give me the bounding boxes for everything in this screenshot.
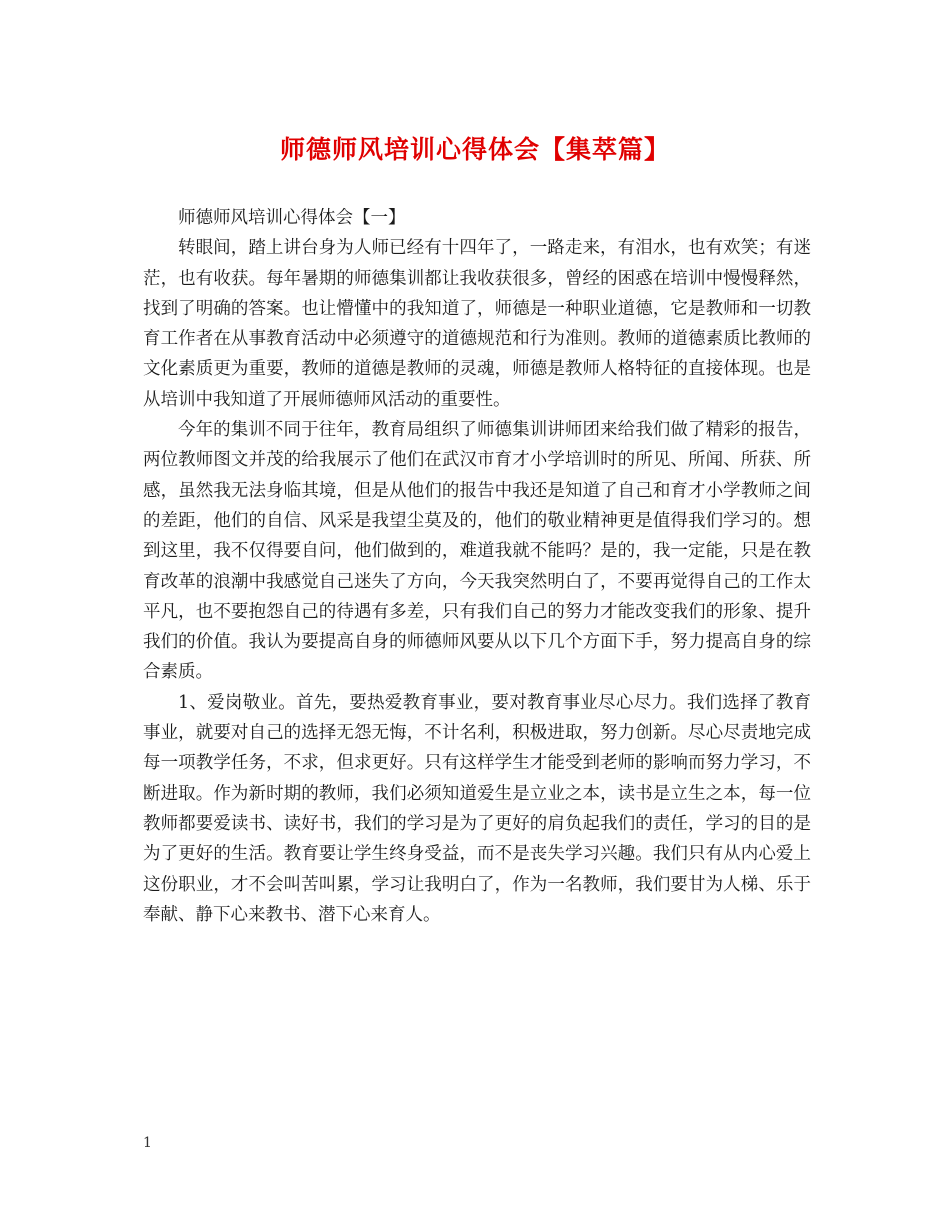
document-title: 师德师风培训心得体会【集萃篇】 xyxy=(279,135,670,164)
page-number: 1 xyxy=(143,1135,152,1151)
paragraph-1: 转眼间，踏上讲台身为人师已经有十四年了，一路走来，有泪水，也有欢笑；有迷茫，也有收获。每年暑期的师德集训都让我收获很多，曾经的困惑在培训中慢慢释然，找到了明确的答案。也让懵懂中的我知道了，师德是一种职业道德，它是教师和一切教育工作者在从事教育活动中必须遵守的道德规范和行为准则。教师的道德素质比教师的文化素质更为重要，教师的道德是教师的灵魂，师德是教师人格特征的直接体现。也是从培训中我知道了开展师德师风活动的重要性。 xyxy=(143,238,811,410)
document-body xyxy=(143,203,811,930)
paragraph-2: 今年的集训不同于往年，教育局组织了师德集训讲师团来给我们做了精彩的报告，两位教师图文并茂的给我展示了他们在武汉市育才小学培训时的所见、所闻、所获、所感，虽然我无法身临其境，但是从他们的报告中我还是知道了自己和育才小学教师之间的差距，他们的自信、风采是我望尘莫及的，他们的敬业精神更是值得我们学习的。想到这里，我不仅得要自问，他们做到的，难道我就不能吗？是的，我一定能，只是在教育改革的浪潮中我感觉自己迷失了方向，今天我突然明白了，不要再觉得自己的工作太平凡，也不要抱怨自己的待遇有多差，只有我们自己的努力才能改变我们的形象、提升我们的价值。我认为要提高自身的师德师风要从以下几个方面下手，努力提高自身的综合素质。 xyxy=(143,420,811,683)
section-heading: 师德师风培训心得体会【一】 xyxy=(178,208,406,228)
paragraph-3: 1、爱岗敬业。首先，要热爱教育事业，要对教育事业尽心尽力。我们选择了教育事业，就要对自己的选择无怨无悔，不计名利，积极进取，努力创新。尽心尽责地完成每一项教学任务，不求，但求更好。只有这样学生才能受到老师的影响而努力学习，不断进取。作为新时期的教师，我们必须知道爱生是立业之本，读书是立生之本，每一位教师都要爱读书、读好书，我们的学习是为了更好的肩负起我们的责任，学习的目的是为了更好的生活。教育要让学生终身受益，而不是丧失学习兴趣。我们只有从内心爱上这份职业，才不会叫苦叫累，学习让我明白了，作为一名教师，我们要甘为人梯、乐于奉献、静下心来教书、潜下心来育人。 xyxy=(143,692,811,925)
